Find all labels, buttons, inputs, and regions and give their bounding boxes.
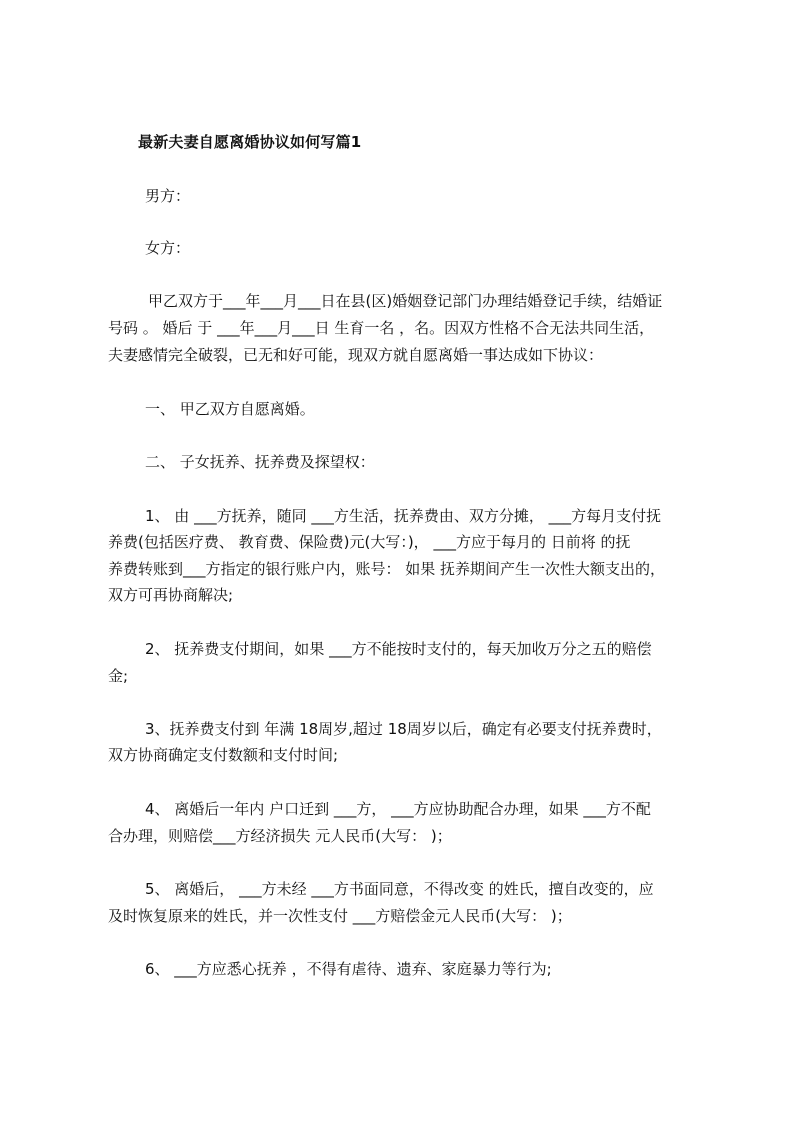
intro-line-3: 夫妻感情完全破裂，已无和好可能，现双方就自愿离婚一事达成如下协议：	[108, 346, 604, 364]
item-1-line-1: 1、 由 ___方抚养，随同 ___方生活，抚养费由、双方分摊， ___方每月支付抚	[145, 507, 662, 525]
clause-one: 一、 甲乙双方自愿离婚。	[145, 400, 315, 418]
female-party-label: 女方：	[145, 239, 191, 257]
item-5-line-1: 5、 离婚后， ___方未经 ___方书面同意，不得改变 的姓氏，擅自改变的，应	[145, 880, 654, 898]
intro-line-1: 甲乙双方于___年___月___日在县(区)婚姻登记部门办理结婚登记手续，结婚证	[148, 292, 663, 310]
item-3-line-1: 3、抚养费支付到 年满 18周岁,超过 18周岁以后，确定有必要支付抚养费时，	[145, 720, 662, 738]
document-title: 最新夫妻自愿离婚协议如何写篇1	[138, 133, 362, 151]
item-3-line-2: 双方协商确定支付数额和支付时间;	[108, 746, 339, 764]
item-1-line-3: 养费转账到___方指定的银行账户内，账号： 如果 抚养期间产生一次性大额支出的，	[108, 560, 666, 578]
item-4-line-2: 合办理，则赔偿___方经济损失 元人民币(大写： )；	[108, 827, 452, 845]
item-1-line-2: 养费(包括医疗费、 教育费、保险费)元(大写：)， ___方应于每月的 日前将 的抚	[108, 533, 631, 551]
item-1-line-4: 双方可再协商解决;	[108, 586, 234, 604]
item-2-line-1: 2、 抚养费支付期间，如果 ___方不能按时支付的，每天加收万分之五的赔偿	[145, 640, 652, 658]
intro-line-2: 号码 。 婚后 于 ___年___月___日 生育一名 ，名。因双方性格不合无法共同生活，	[108, 319, 655, 337]
clause-two: 二、 子女抚养、抚养费及探望权：	[145, 453, 375, 471]
item-4-line-1: 4、 离婚后一年内 户口迁到 ___方， ___方应协助配合办理，如果 ___方不配	[145, 800, 651, 818]
item-6-line-1: 6、 ___方应悉心抚养 ，不得有虐待、遗弃、家庭暴力等行为;	[145, 960, 552, 978]
item-2-line-2: 金;	[108, 667, 129, 685]
male-party-label: 男方：	[145, 187, 191, 205]
item-5-line-2: 及时恢复原来的姓氏，并一次性支付 ___方赔偿金元人民币(大写： )；	[108, 907, 572, 925]
